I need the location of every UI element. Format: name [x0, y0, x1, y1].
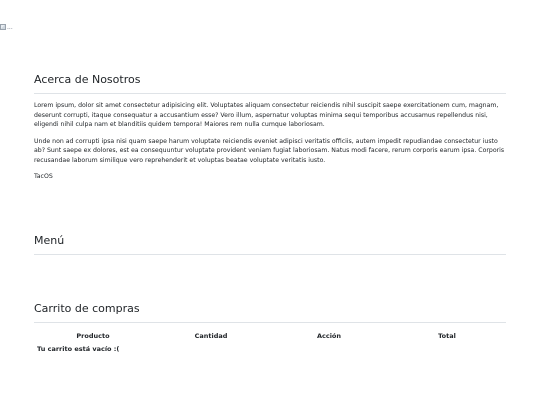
broken-image-icon: [0, 24, 6, 30]
cart-section: [34, 302, 506, 353]
about-paragraph-2: Unde non ad corrupti ipsa nisi quam saepe harum voluptate reiciendis eveniet adipisci veritatis officiis, autem impedit repudiandae consectetur iusto ab? Sunt saepe ex dolores, est ea consequuntur voluptate provident veniam fugiat laboriosam. Natus modi facere, rerum corporis earum ipsa. Corporis recusandae laborum similique vero reprehenderit et voluptas beatae voluptate veritatis iusto.: [34, 137, 505, 164]
menu-title: Menú: [34, 234, 506, 255]
column-header-action: Acción: [316, 332, 342, 340]
column-header-product: Producto: [76, 332, 110, 340]
about-signature: TacOS: [34, 173, 53, 180]
column-header-quantity: Cantidad: [194, 332, 228, 340]
menu-section: [34, 234, 506, 255]
cart-empty-message: Tu carrito está vacío :(: [37, 345, 120, 353]
about-paragraph-1: Lorem ipsum, dolor sit amet consectetur adipisicing elit. Voluptates aliquam consectetur reiciendis nihil suscipit saepe exercitationem cum, magnam, deserunt corrupti, itaque consequatur a accusantium esse? Vero illum, aspernatur voluptas minima sequi temporibus accusamus repellendus nisi, eligendi nihil culpa nam et blanditiis quidem tempora! Maiores rem nulla cumque laboriosam.: [34, 102, 499, 128]
about-title: Acerca de Nosotros: [34, 73, 506, 94]
column-header-total: Total: [438, 332, 456, 340]
cart-table: [34, 332, 506, 353]
header-image-broken: [0, 24, 14, 32]
cart-empty-row: [34, 341, 506, 353]
about-section: [34, 73, 506, 181]
cart-table-header-row: [34, 332, 506, 341]
cart-title: Carrito de compras: [34, 302, 506, 323]
header-image-alt: ...: [7, 24, 13, 31]
